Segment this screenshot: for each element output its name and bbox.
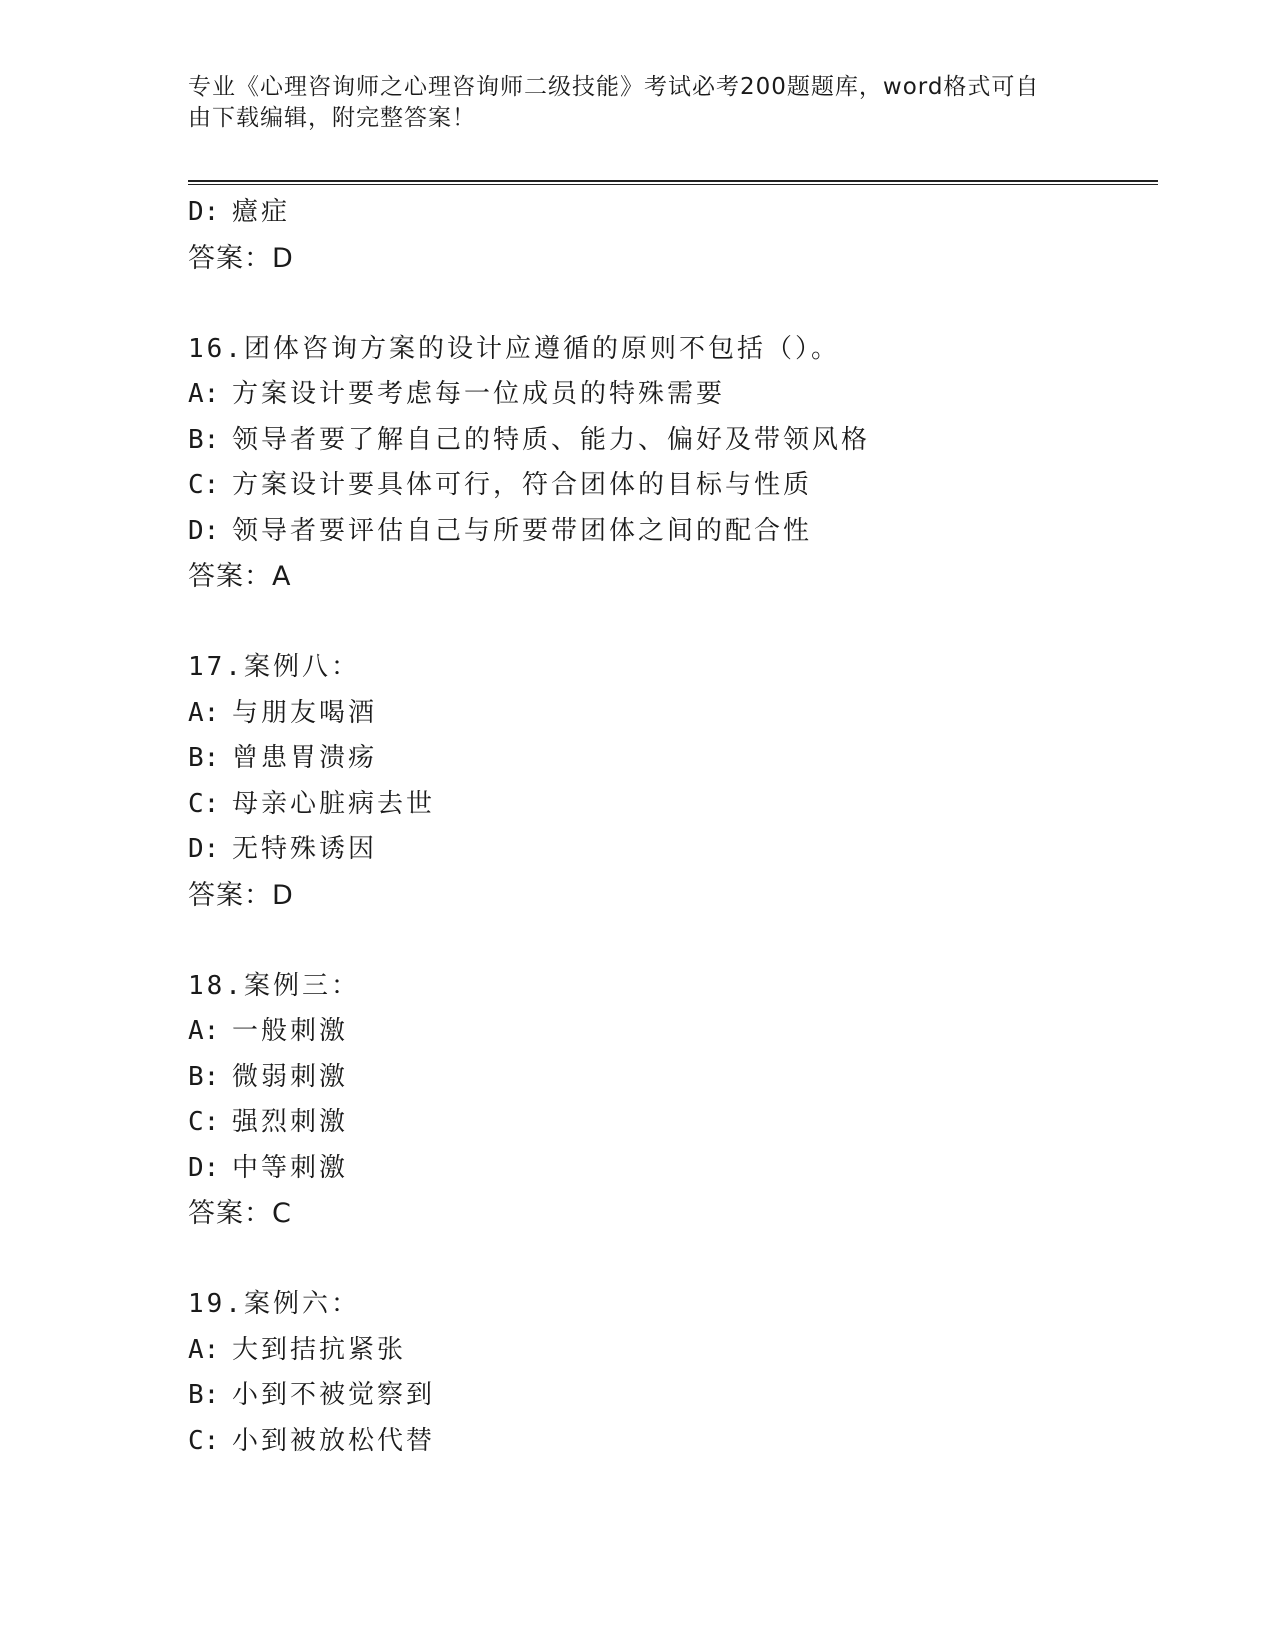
option-line (188, 782, 1148, 828)
option-key: C: (188, 788, 220, 819)
header-divider-thick (188, 180, 1158, 182)
option-text: 一般刺激 (232, 1016, 349, 1046)
option-line (188, 509, 1148, 555)
questions-container (188, 281, 1148, 1464)
option-text: 与朋友喝酒 (232, 697, 378, 728)
option-text: 强烈刺激 (232, 1107, 349, 1137)
option-key: B: (188, 1380, 220, 1410)
option-line (188, 463, 1148, 509)
option-line (188, 1055, 1148, 1101)
option-key: A: (188, 379, 220, 409)
option-key: C: (188, 1425, 220, 1456)
option-text: 微弱刺激 (232, 1061, 349, 1092)
answer-line: 答案：D (188, 242, 294, 274)
question-stem: 16.团体咨询方案的设计应遵循的原则不包括（）。 (188, 333, 840, 364)
answer-line: 答案：D (188, 879, 294, 911)
option-key: A: (188, 1016, 220, 1046)
option-line (188, 1009, 1148, 1055)
option-key: C: (188, 470, 220, 500)
option-key: D: (188, 197, 220, 227)
option-line (188, 1328, 1148, 1374)
question-list (188, 190, 1148, 1464)
option-key: C: (188, 1107, 220, 1137)
option-text: 曾患胃溃疡 (232, 743, 378, 773)
option-text: 癔症 (232, 197, 291, 227)
option-text: 领导者要评估自己与所要带团体之间的配合性 (232, 515, 813, 546)
question-spacer (188, 1237, 1148, 1283)
option-line (188, 1419, 1148, 1465)
header-line-1: 专业《心理咨询师之心理咨询师二级技能》考试必考200题题库，word格式可自 (188, 74, 1040, 100)
option-line (188, 691, 1148, 737)
option-key: B: (188, 424, 220, 455)
option-text: 母亲心脏病去世 (232, 788, 436, 819)
option-key: B: (188, 743, 220, 773)
option-text: 小到被放松代替 (232, 1425, 436, 1456)
option-line (188, 1146, 1148, 1192)
option-line (188, 827, 1148, 873)
option-text: 无特殊诱因 (232, 834, 378, 864)
header-divider-thin (188, 184, 1158, 185)
document-header (188, 72, 1068, 134)
option-text: 中等刺激 (232, 1152, 349, 1183)
question-stem: 19.案例六： (188, 1289, 360, 1319)
option-text: 领导者要了解自己的特质、能力、偏好及带领风格 (232, 424, 871, 455)
option-line (188, 736, 1148, 782)
option-text: 方案设计要考虑每一位成员的特殊需要 (232, 379, 726, 409)
question-spacer (188, 918, 1148, 964)
header-line-2: 由下载编辑，附完整答案！ (188, 105, 476, 131)
question-spacer (188, 281, 1148, 327)
option-line (188, 372, 1148, 418)
option-text: 方案设计要具体可行，符合团体的目标与性质 (232, 470, 813, 500)
question-stem: 17.案例八： (188, 652, 360, 682)
option-key: A: (188, 1334, 220, 1365)
option-key: A: (188, 697, 220, 728)
option-key: D: (188, 834, 220, 864)
option-line (188, 418, 1148, 464)
option-key: B: (188, 1061, 220, 1092)
option-text: 小到不被觉察到 (232, 1380, 436, 1410)
option-text: 大到拮抗紧张 (232, 1334, 407, 1365)
option-line (188, 1100, 1148, 1146)
answer-line: 答案：A (188, 561, 292, 592)
option-key: D: (188, 515, 220, 546)
question-spacer (188, 600, 1148, 646)
answer-line: 答案：C (188, 1198, 292, 1229)
option-key: D: (188, 1152, 220, 1183)
option-line (188, 1373, 1148, 1419)
option-line (188, 190, 1148, 236)
question-stem: 18.案例三： (188, 970, 360, 1001)
